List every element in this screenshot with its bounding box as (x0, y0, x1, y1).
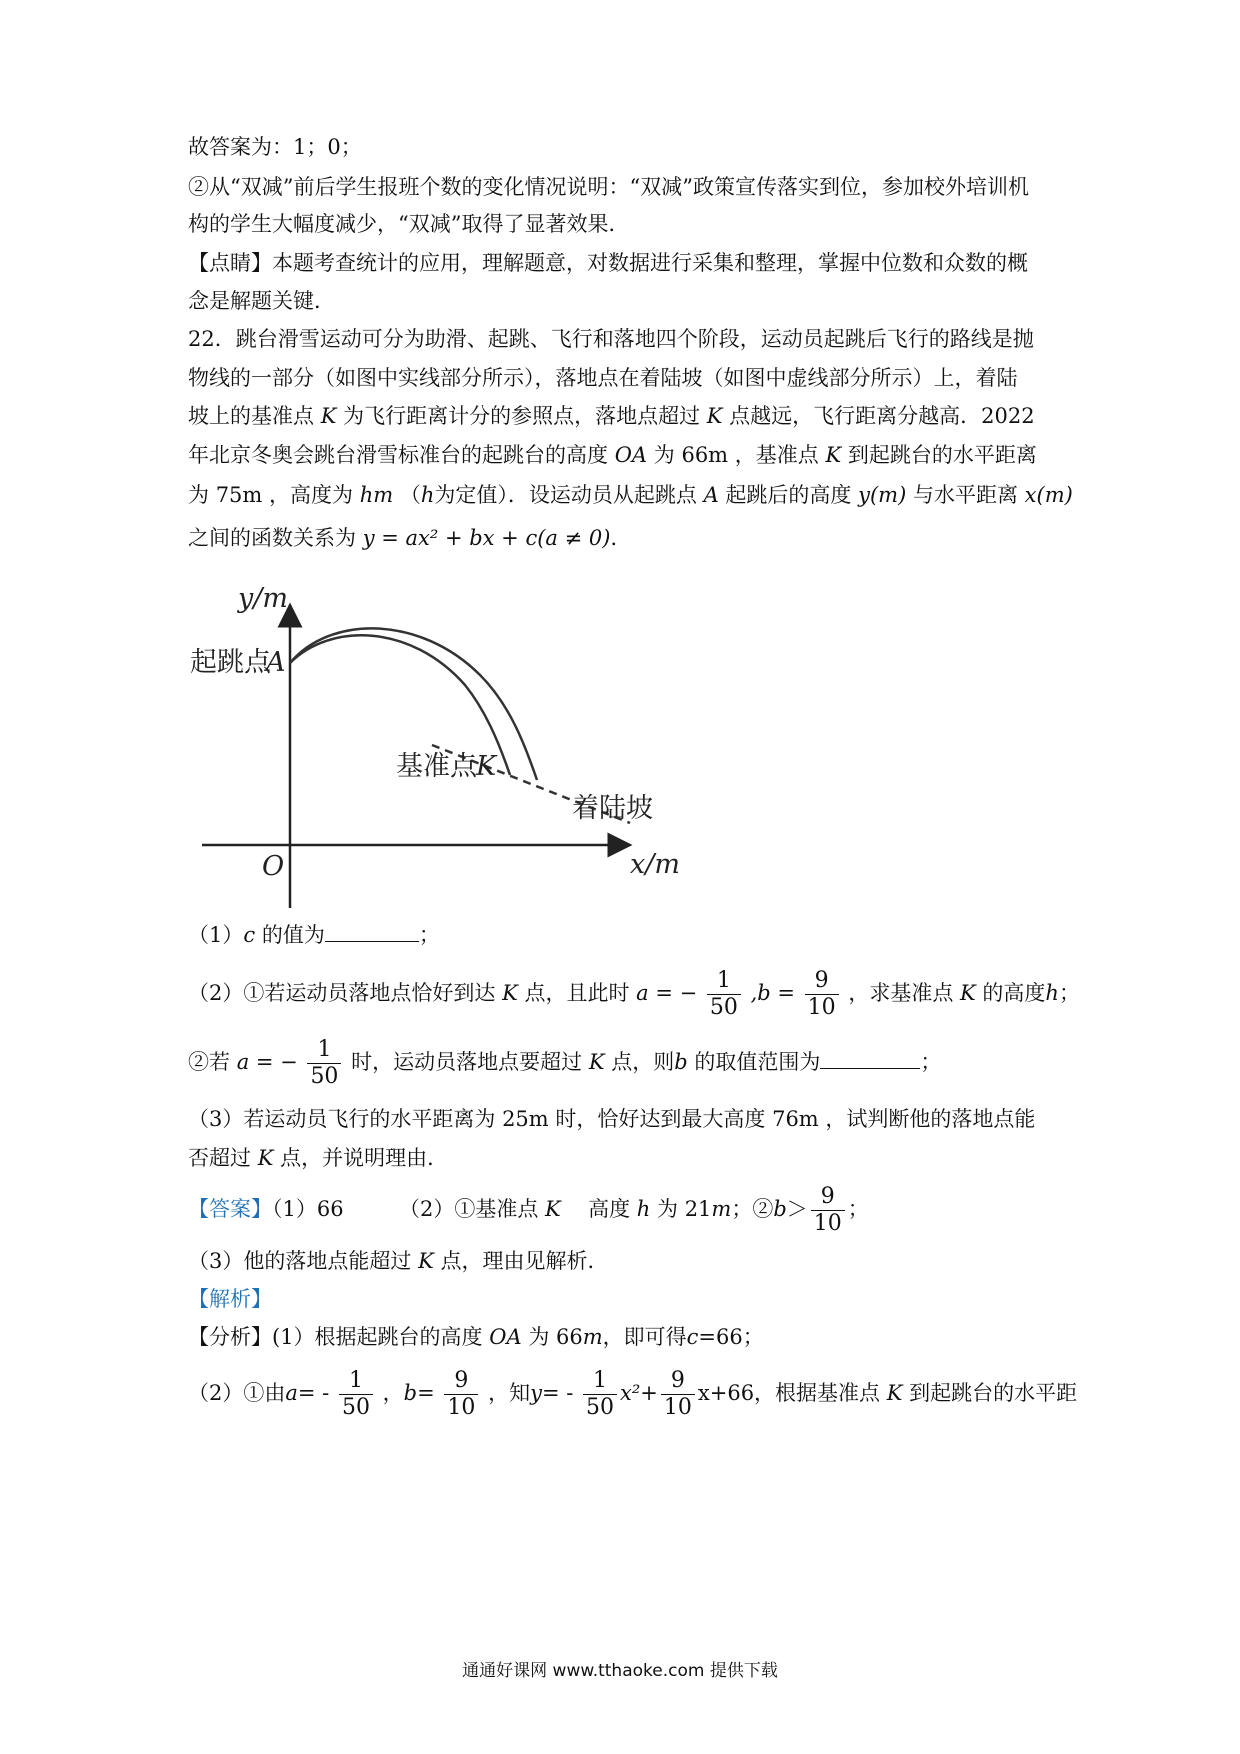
text-line: 故答案为：1；0； (188, 135, 362, 159)
problem-line: 物线的一部分（如图中实线部分所示），落地点在着陆坡（如图中虚线部分所示）上，着陆 (188, 366, 1018, 390)
text: ； (920, 1050, 942, 1074)
text: 为 66 (528, 1325, 583, 1349)
fraction-numerator: 1 (307, 1037, 341, 1064)
answer-line-3 (188, 1246, 608, 1276)
text: 为 (653, 443, 675, 467)
math-OA: OA (489, 1325, 522, 1349)
answer-blank[interactable] (820, 1050, 920, 1069)
text-line: 念是解题关键． (188, 289, 335, 313)
fraction-numerator: 9 (811, 1184, 845, 1211)
text-line: 构的学生大幅度减少，“双减”取得了显著效果． (188, 212, 630, 236)
text: （2）①若运动员落地点恰好到达 (188, 981, 496, 1005)
text: （1） (188, 923, 244, 947)
math-a-eq: a = − (236, 1050, 298, 1074)
math-h: h (420, 483, 435, 507)
math-h: h (636, 1197, 651, 1221)
answer-blank[interactable] (325, 923, 419, 942)
math-b: b (773, 1197, 787, 1221)
text: （3）若运动员飞行的水平距离为 (188, 1107, 496, 1131)
math-K: K (825, 443, 842, 467)
fraction-numerator: 9 (444, 1368, 478, 1395)
math-K: K (320, 404, 337, 428)
math-h: h (1045, 981, 1059, 1005)
fraction (307, 1037, 341, 1090)
math-K: K (588, 1050, 605, 1074)
text: ，基准点 (734, 443, 819, 467)
math-76m: 76m (772, 1107, 819, 1131)
launch-point-label: 起跳点 (190, 647, 271, 678)
math-term: x²+ (620, 1381, 658, 1405)
text: 为定值）．设运动员从起跳点 (434, 483, 697, 507)
text: 到起跳台的水平距 (909, 1381, 1078, 1405)
math-a: a (285, 1381, 298, 1405)
text: ． (610, 526, 632, 550)
text: ，即可得 (602, 1325, 687, 1349)
text: （ (399, 483, 421, 507)
math-function: y = ax² + bx + c(a ≠ 0) (362, 526, 611, 550)
text: ； (847, 1197, 869, 1221)
problem-line (188, 401, 1035, 431)
text: = (417, 1381, 435, 1405)
text: 高度 (588, 1197, 631, 1221)
text: ＞ (786, 1197, 808, 1221)
math-66m: 66m (681, 443, 729, 467)
text: 的取值范围为 (694, 1050, 821, 1074)
question-1 (188, 920, 440, 950)
math-b-eq: ,b = (750, 981, 795, 1005)
answer-line (188, 1176, 869, 1242)
text: （1）66 (272, 1197, 344, 1221)
answer-tag: 【答案】 (188, 1197, 272, 1221)
math-c: c (243, 923, 256, 947)
text: 点，则 (611, 1050, 675, 1074)
text: 【分析】(1）根据起跳台的高度 (188, 1325, 483, 1349)
problem-line (188, 523, 631, 553)
text: 与水平距离 (912, 483, 1018, 507)
reference-point-label: 基准点 (396, 751, 477, 782)
text: ； (1058, 981, 1080, 1005)
text: 点越远，飞行距离分越高．2022 (729, 404, 1035, 428)
problem-line: 22．跳台滑雪运动可分为助滑、起跳、飞行和落地四个阶段，运动员起跳后飞行的路线是抛 (188, 327, 1034, 351)
fraction-numerator: 1 (339, 1368, 373, 1395)
fraction (805, 968, 839, 1021)
text: 为 21 (657, 1197, 712, 1221)
fraction (339, 1368, 373, 1421)
math-y: y (530, 1381, 542, 1405)
text: 起跳后的高度 (725, 483, 852, 507)
math-K: K (257, 1146, 274, 1170)
text: = - (297, 1381, 330, 1405)
text: 为飞行距离计分的参照点，落地点超过 (343, 404, 701, 428)
page-footer: 通通好课网 www.tthaoke.com 提供下载 (462, 1661, 778, 1681)
text: ②若 (188, 1050, 230, 1074)
text: 年北京冬奥会跳台滑雪标准台的起跳台的高度 (188, 443, 608, 467)
fraction-denominator: 50 (586, 1395, 615, 1420)
text: = - (541, 1381, 574, 1405)
landing-slope-label: 着陆坡 (572, 793, 653, 824)
text: 点，且此时 (524, 981, 630, 1005)
math-OA: OA (614, 443, 648, 467)
fraction-numerator: 9 (661, 1368, 695, 1395)
text: 点，理由见解析． (440, 1249, 609, 1273)
text: 到起跳台的水平距离 (847, 443, 1037, 467)
analysis-tag: 【解析】 (188, 1287, 272, 1311)
math-K: K (418, 1249, 434, 1273)
text-line: 【点睛】本题考查统计的应用，理解题意，对数据进行采集和整理，掌握中位数和众数的概 (188, 251, 1028, 275)
text: ，求基准点 (848, 981, 954, 1005)
fraction-numerator: 9 (805, 968, 839, 995)
fraction-denominator: 50 (709, 995, 738, 1020)
math-A: A (703, 483, 719, 507)
text: =66； (698, 1325, 764, 1349)
text: ； (418, 923, 440, 947)
question-2-2 (188, 1027, 941, 1097)
text: 的值为 (261, 923, 325, 947)
math-c: c (686, 1325, 699, 1349)
math-a-eq: a = − (636, 981, 698, 1005)
text: （2）①基准点 (398, 1197, 539, 1221)
reference-point-letter: K (476, 751, 497, 782)
math-b: b (674, 1050, 688, 1074)
y-axis-label: y/m (238, 583, 288, 614)
text: （3）他的落地点能超过 (188, 1249, 412, 1273)
math-K: K (886, 1381, 903, 1405)
math-xm: x(m) (1024, 483, 1073, 507)
x-axis-label: x/m (630, 849, 680, 880)
fraction-numerator: 1 (707, 968, 741, 995)
fraction-denominator: 10 (447, 1395, 476, 1420)
fraction-denominator: 10 (663, 1395, 692, 1420)
text: 为 (188, 483, 209, 507)
math-m: m (711, 1197, 732, 1221)
question-3-cont (188, 1143, 448, 1173)
fraction-denominator: 50 (310, 1064, 339, 1089)
math-75m: 75m (215, 483, 263, 507)
math-K: K (502, 981, 518, 1005)
problem-line (188, 440, 1037, 470)
math-hm: hm (359, 483, 394, 507)
text: ，高度为 (269, 483, 354, 507)
text-line: ②从“双减”前后学生报班个数的变化情况说明：“双减”政策宣传落实到位，参加校外培训机 (188, 175, 1029, 199)
text: 时，恰好达到最大高度 (555, 1107, 766, 1131)
text: ；② (731, 1197, 774, 1221)
text: x+66，根据基准点 (697, 1381, 881, 1405)
launch-point-letter: A (266, 647, 286, 678)
math-K: K (960, 981, 976, 1005)
text: （2）①由 (188, 1381, 286, 1405)
text: 时，运动员落地点要超过 (351, 1050, 583, 1074)
text: ，知 (488, 1381, 531, 1405)
fraction (811, 1184, 845, 1237)
text: 的高度 (982, 981, 1046, 1005)
text: 点，并说明理由． (280, 1146, 449, 1170)
fraction (444, 1368, 478, 1421)
fraction-denominator: 10 (807, 995, 836, 1020)
math-m: m (582, 1325, 603, 1349)
math-ym: y(m) (858, 483, 907, 507)
question-3 (188, 1104, 1035, 1134)
math-K: K (706, 404, 723, 428)
math-b: b (403, 1381, 418, 1405)
text: ， (382, 1381, 404, 1405)
math-K: K (545, 1197, 561, 1221)
text: 否超过 (188, 1146, 251, 1170)
problem-line (188, 480, 1073, 510)
analysis-line-2 (188, 1358, 1077, 1428)
fraction (707, 968, 741, 1021)
analysis-line-1 (188, 1322, 764, 1352)
math-25m: 25m (502, 1107, 549, 1131)
question-2-1 (188, 958, 1080, 1028)
text: 之间的函数关系为 (188, 526, 356, 550)
fraction-denominator: 10 (813, 1211, 842, 1236)
fraction (583, 1368, 617, 1421)
origin-label: O (262, 851, 285, 882)
fraction (661, 1368, 695, 1421)
fraction-numerator: 1 (583, 1368, 617, 1395)
fraction-denominator: 50 (341, 1395, 370, 1420)
text: 坡上的基准点 (188, 404, 314, 428)
text: ，试判断他的落地点能 (825, 1107, 1036, 1131)
